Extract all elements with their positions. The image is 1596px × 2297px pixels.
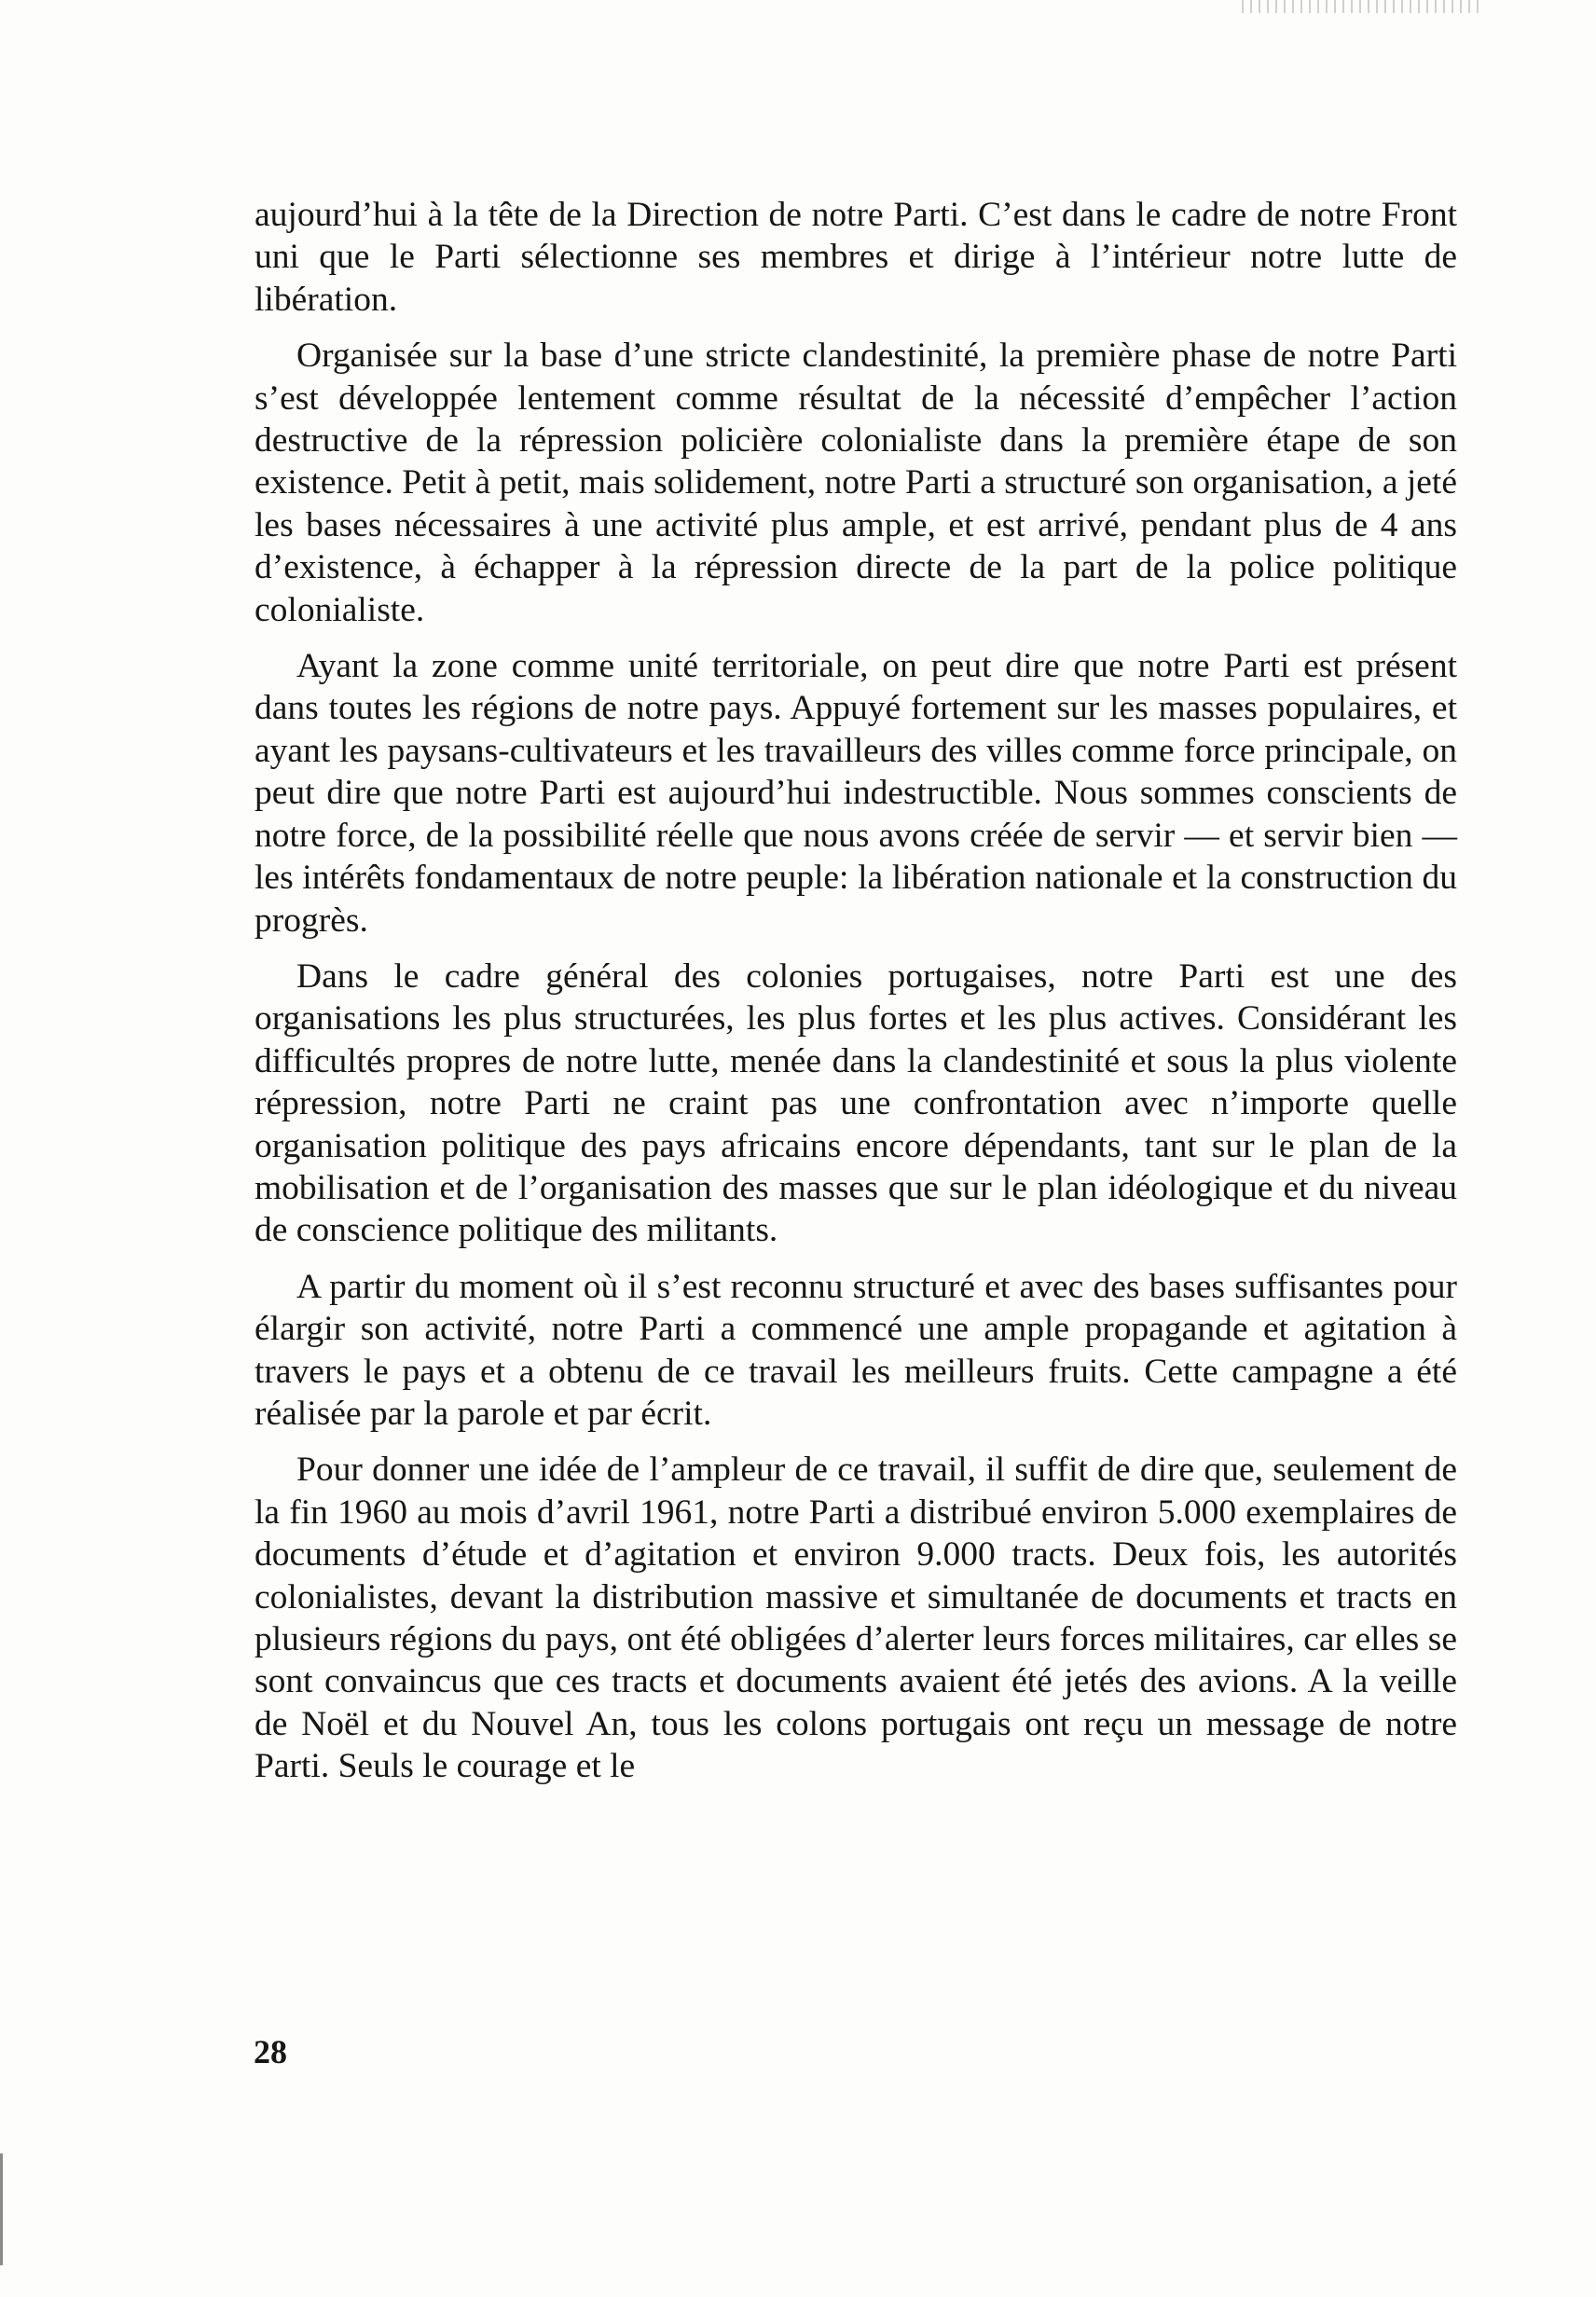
scan-edge-mark [0,2153,3,2265]
paragraph: Ayant la zone comme unité territoriale, on peut dire que notre Parti est présent dans toutes les régions de notre pays. Appuyé fortement sur les masses populaires, et ayant les paysans-cultivateurs et les travailleurs des villes comme force principale, on peut dire que notre Parti est aujourd’hui indestructible. Nous sommes conscients de notre force, de la possibilité réelle que nous avons créée de servir — et servir bien — les intérêts fondamentaux de notre peuple: la libération nationale et la construction du progrès. [255,647,1457,940]
page-number: 28 [254,2033,287,2070]
paragraph: A partir du moment où il s’est reconnu structuré et avec des bases suffisantes pour élargir son activité, notre Parti a commencé une ample propagande et agitation à travers le pays et a obtenu de ce travail les meilleurs fruits. Cette campagne a été réalisée par la parole et par écrit. [255,1267,1457,1433]
paragraph: Organisée sur la base d’une stricte clandestinité, la première phase de notre Parti s’est développée lentement comme résultat de la nécessité d’empêcher l’action destructive de la répression policière colonialiste dans la première étape de son existence. Petit à petit, mais solidement, notre Parti a structuré son organisation, a jeté les bases nécessaires à une activité plus ample, et est arrivé, pendant plus de 4 ans d’existence, à échapper à la répression directe de la part de la police politique colonialiste. [255,337,1457,629]
paragraph: Pour donner une idée de l’ampleur de ce travail, il suffit de dire que, seulement de la fin 1960 au mois d’avril 1961, notre Parti a distribué environ 5.000 exemplaires de documents d’étude et d’agitation et environ 9.000 tracts. Deux fois, les autorités colonialistes, devant la distribution massive et simultanée de documents et tracts en plusieurs régions du pays, ont été obligées d’alerter leurs forces militaires, car elles se sont convaincus que ces tracts et documents avaient été jetés des avions. A la veille de Noël et du Nouvel An, tous les colons portugais ont reçu un message de notre Parti. Seuls le courage et le [255,1451,1457,1786]
body-text [255,194,1457,1802]
paragraph: Dans le cadre général des colonies portugaises, notre Parti est une des organisations les plus structurées, les plus fortes et les plus actives. Considérant les difficultés propres de notre lutte, menée dans la clandestinité et sous la plus violente répression, notre Parti ne craint pas une confrontation avec n’importe quelle organisation politique des pays africains encore dépendants, tant sur le plan de la mobilisation et de l’organisation des masses que sur le plan idéologique et du niveau de conscience politique des militants. [255,956,1457,1250]
scan-artifact [1242,0,1484,13]
paragraph: aujourd’hui à la tête de la Direction de notre Parti. C’est dans le cadre de notre Front uni que le Parti sélectionne ses membres et dirige à l’intérieur notre lutte de libération. [255,196,1457,319]
